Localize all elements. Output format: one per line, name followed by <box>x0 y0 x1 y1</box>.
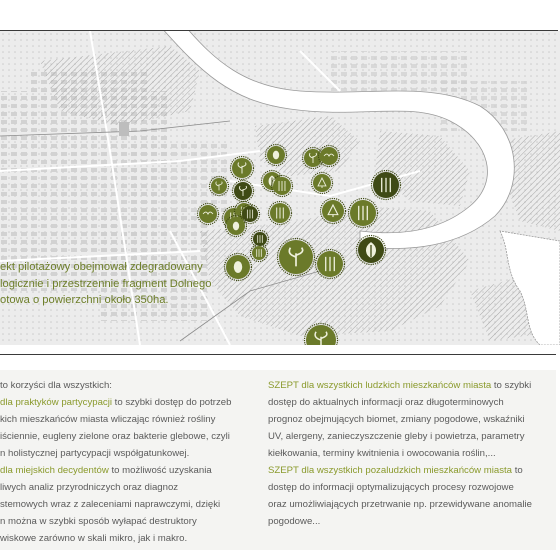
stadium-marker <box>119 122 129 136</box>
bug-icon <box>273 151 278 159</box>
plain-text: kich mieszkańców miasta wliczając również rośliny <box>0 414 216 425</box>
bug-icon <box>233 222 238 230</box>
plain-text: prognoz obejmujących biomet, zmiany pogodowe, wskaźniki <box>268 414 525 425</box>
text-line <box>0 445 260 462</box>
text-line <box>268 445 554 462</box>
plain-text: iściennie, eugleny zielone oraz bakterie glebowe, czyli <box>0 431 230 442</box>
caption-line: otowa o powierzchni około 350ha. <box>0 294 169 306</box>
text-line <box>0 377 260 394</box>
text-line <box>0 462 260 479</box>
plain-text: to możliwość uzyskania <box>108 465 212 476</box>
text-line <box>268 394 554 411</box>
plain-text: kiełkowania, terminy kwitnienia i owocowania roślin,... <box>268 448 496 459</box>
plain-text: pogodowe... <box>268 516 321 527</box>
text-line <box>268 462 554 479</box>
plain-text: n można w szybki sposób wyłapać destruktory <box>0 516 197 527</box>
text-line <box>0 530 260 547</box>
species-marker[interactable] <box>252 231 269 248</box>
plain-text: liwych analiz przyrodniczych oraz diagnoz <box>0 482 179 493</box>
plain-text: to <box>512 465 523 476</box>
caption-line: logicznie i przestrzennie fragment Dolnego <box>0 277 212 290</box>
plain-text: dostęp do informacji optymalizujących procesy rozwojowe <box>268 482 514 493</box>
description-panel <box>0 370 556 550</box>
text-line <box>268 513 554 530</box>
plain-text: stemowych wraz z zaleceniami naprawczymi, dzięki <box>0 499 221 510</box>
leaf-icon <box>367 243 376 257</box>
text-line <box>268 496 554 513</box>
bottom-divider <box>0 354 556 355</box>
text-line <box>0 411 260 428</box>
highlighted-phrase: dla miejskich decydentów <box>0 465 109 476</box>
text-line <box>268 411 554 428</box>
text-line <box>268 428 554 445</box>
species-marker[interactable] <box>321 199 346 224</box>
highlighted-phrase: dla praktyków partycypacji <box>0 397 112 408</box>
map-caption <box>0 259 240 309</box>
right-column <box>268 377 554 530</box>
text-line <box>0 428 260 445</box>
text-line <box>0 496 260 513</box>
text-line <box>0 479 260 496</box>
plain-text: wiskowe zarówno w skali mikro, jak i makro. <box>0 533 188 544</box>
left-column <box>0 377 260 547</box>
highlighted-phrase: SZEPT dla wszystkich ludzkich mieszkańców miasta <box>268 380 492 391</box>
plain-text: dostęp do aktualnych informacji oraz długoterminowych <box>268 397 504 408</box>
text-line <box>0 513 260 530</box>
plain-text: to korzyści dla wszystkich: <box>0 380 112 391</box>
highlighted-phrase: SZEPT dla wszystkich pozaludzkich mieszkańców miasta <box>268 465 513 476</box>
text-line <box>268 377 554 394</box>
caption-line: ekt pilotażowy obejmował zdegradowany <box>0 261 203 273</box>
plain-text: to szybki <box>491 380 532 391</box>
text-line <box>0 394 260 411</box>
text-line <box>268 479 554 496</box>
species-marker[interactable] <box>251 245 268 262</box>
plain-text: UV, alergeny, zanieczyszczenie gleby i powietrza, parametry <box>268 431 525 442</box>
plain-text: oraz umożliwiających przetrwanie np. przewidywane anomalie <box>268 499 532 510</box>
plain-text: n holistycznej partycypacji współgatunkowej. <box>0 448 190 459</box>
plain-text: to szybki dostęp do potrzeb <box>111 397 232 408</box>
